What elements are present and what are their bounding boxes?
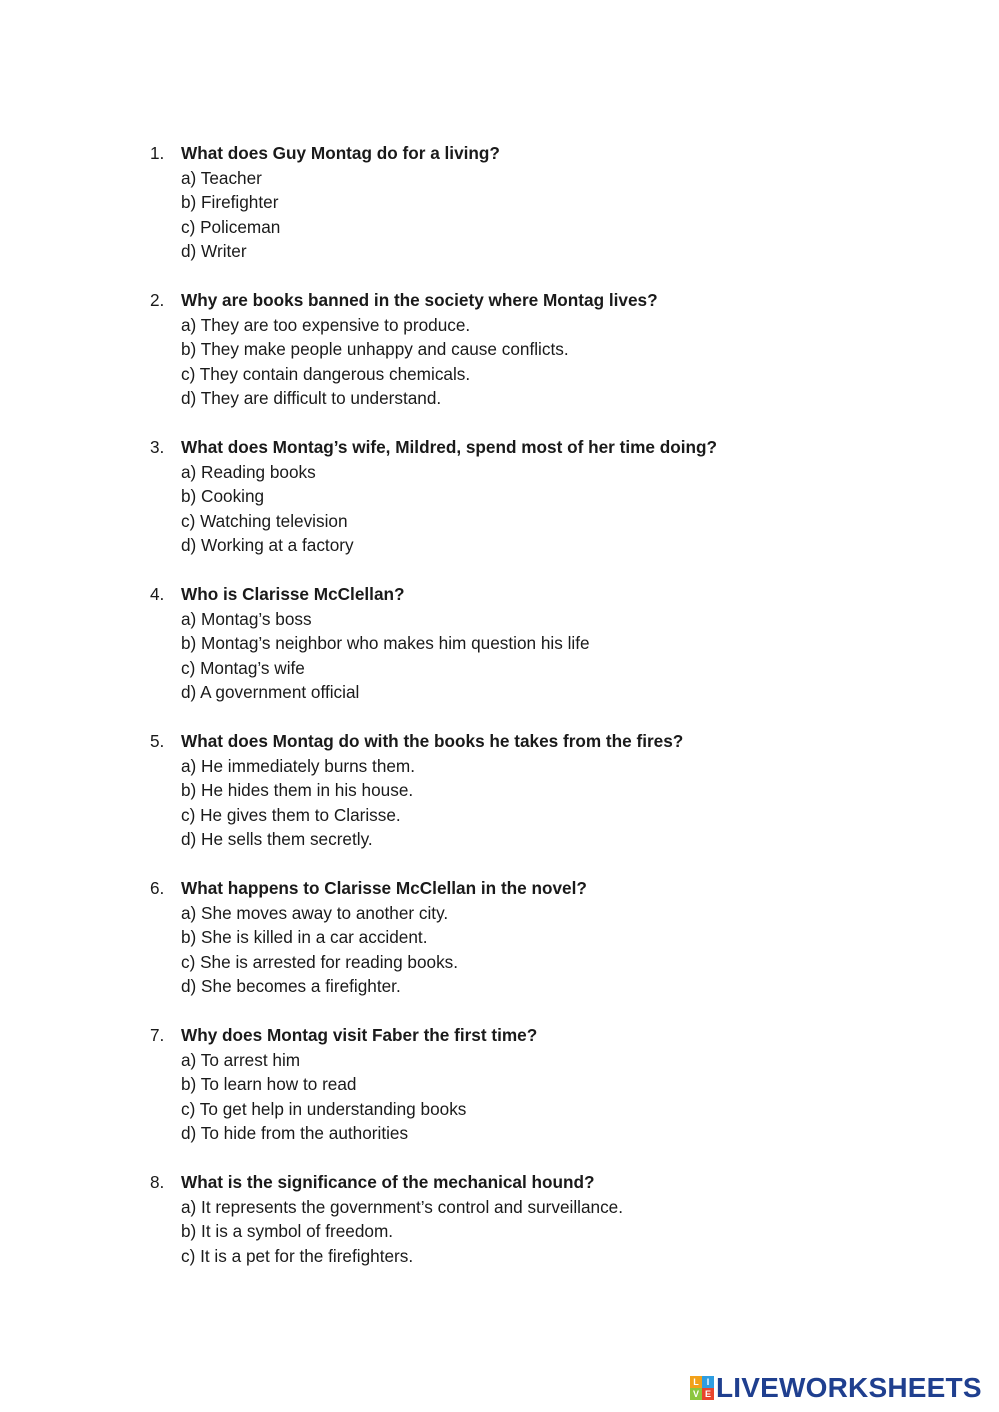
question-header — [150, 729, 930, 754]
question-number: 5. — [150, 731, 165, 751]
question-3 — [150, 435, 930, 558]
answer-option-b: b) They make people unhappy and cause conflicts. — [181, 339, 569, 359]
quiz-questions — [150, 141, 930, 1293]
question-text: Why does Montag visit Faber the first time? — [181, 1025, 538, 1045]
answer-option-a: a) Reading books — [181, 461, 316, 482]
question-header — [150, 582, 930, 607]
question-text: Why are books banned in the society where Montag lives? — [181, 290, 658, 310]
question-2 — [150, 288, 930, 411]
question-number: 6. — [150, 878, 165, 898]
answer-option-d: d) To hide from the authorities — [181, 1123, 409, 1143]
question-text: What does Guy Montag do for a living? — [181, 143, 500, 163]
question-number: 4. — [150, 584, 165, 604]
logo-tile-v: V — [690, 1388, 702, 1400]
question-number: 3. — [150, 437, 165, 457]
answer-option-d: d) She becomes a firefighter. — [181, 976, 401, 996]
question-header — [150, 1170, 930, 1195]
answer-option-c: c) They contain dangerous chemicals. — [181, 363, 471, 384]
question-number: 1. — [150, 143, 165, 163]
logo-tile-l: L — [690, 1376, 702, 1388]
answer-option-d: d) Working at a factory — [181, 535, 354, 555]
answer-option-b: b) He hides them in his house. — [181, 780, 414, 800]
answer-option-c: c) To get help in understanding books — [181, 1098, 467, 1119]
question-5 — [150, 729, 930, 852]
answer-option-d: d) They are difficult to understand. — [181, 388, 442, 408]
question-4 — [150, 582, 930, 705]
question-number: 7. — [150, 1025, 165, 1045]
liveworksheets-wordmark: LIVEWORKSHEETS — [716, 1372, 982, 1403]
answer-option-b: b) It is a symbol of freedom. — [181, 1221, 394, 1241]
answer-option-a: a) It represents the government’s control and surveillance. — [181, 1196, 624, 1217]
question-number: 8. — [150, 1172, 165, 1192]
answer-option-c: c) Policeman — [181, 216, 281, 237]
question-header — [150, 876, 930, 901]
question-number: 2. — [150, 290, 165, 310]
answer-option-c: c) He gives them to Clarisse. — [181, 804, 401, 825]
logo-tile-e: E — [702, 1388, 714, 1400]
answer-option-b: b) Montag’s neighbor who makes him question his life — [181, 633, 590, 653]
answer-option-d: d) Writer — [181, 241, 247, 261]
question-text: What does Montag do with the books he takes from the fires? — [181, 731, 684, 751]
question-1 — [150, 141, 930, 264]
answer-option-c: c) She is arrested for reading books. — [181, 951, 459, 972]
answer-option-a: a) To arrest him — [181, 1049, 301, 1070]
question-header — [150, 435, 930, 460]
answer-option-d: d) A government official — [181, 682, 360, 702]
answer-option-c: c) Montag’s wife — [181, 657, 305, 678]
answer-option-c: c) Watching television — [181, 510, 348, 531]
question-text: What does Montag’s wife, Mildred, spend most of her time doing? — [181, 437, 718, 457]
question-header — [150, 141, 930, 166]
answer-option-b: b) Cooking — [181, 486, 265, 506]
logo-tile-i: I — [702, 1376, 714, 1388]
liveworksheets-logo — [690, 1372, 982, 1404]
liveworksheets-logo-icon — [690, 1376, 714, 1400]
question-7 — [150, 1023, 930, 1146]
question-header — [150, 288, 930, 313]
question-text: What happens to Clarisse McClellan in the novel? — [181, 878, 587, 898]
answer-option-b: b) Firefighter — [181, 192, 279, 212]
answer-option-d: d) He sells them secretly. — [181, 829, 373, 849]
answer-option-b: b) She is killed in a car accident. — [181, 927, 428, 947]
question-header — [150, 1023, 930, 1048]
question-8 — [150, 1170, 930, 1268]
answer-option-a: a) He immediately burns them. — [181, 755, 416, 776]
question-text: Who is Clarisse McClellan? — [181, 584, 405, 604]
answer-option-a: a) Montag’s boss — [181, 608, 312, 629]
question-text: What is the significance of the mechanical hound? — [181, 1172, 595, 1192]
answer-option-a: a) They are too expensive to produce. — [181, 314, 471, 335]
answer-option-c: c) It is a pet for the firefighters. — [181, 1245, 414, 1266]
answer-option-a: a) Teacher — [181, 167, 262, 188]
answer-option-b: b) To learn how to read — [181, 1074, 357, 1094]
question-6 — [150, 876, 930, 999]
answer-option-a: a) She moves away to another city. — [181, 902, 449, 923]
